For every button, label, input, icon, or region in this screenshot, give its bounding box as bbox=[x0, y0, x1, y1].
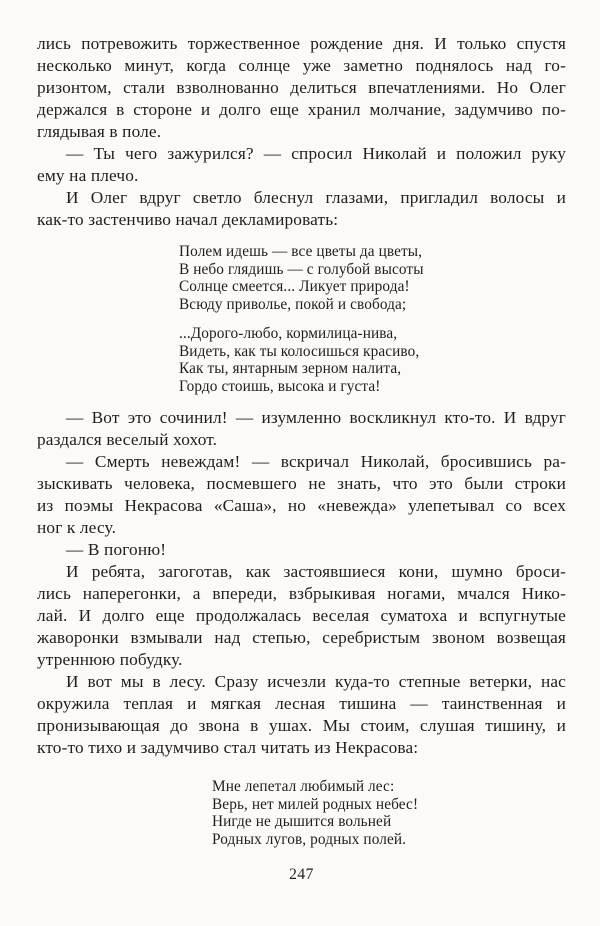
verse-line: Верь, нет милей родных небес! bbox=[212, 795, 419, 813]
verse-line: ...Дорого-любо, кормилица-нива, bbox=[179, 325, 398, 342]
text-line: И вот мы в лесу. Сразу исчезли куда-то степные ветерки, нас bbox=[66, 672, 566, 691]
text-line: кто-то тихо и задумчиво стал читать из Некрасова: bbox=[37, 738, 419, 757]
text-line: как-то застенчиво начал декламировать: bbox=[37, 210, 339, 229]
paragraph bbox=[37, 407, 566, 451]
verse-line: Родных лугов, родных полей. bbox=[212, 830, 407, 848]
text-line: из поэмы Некрасова «Саша», но «невежда» улепетывал со всех bbox=[37, 496, 566, 515]
verse-line: Солнце смеется... Ликует природа! bbox=[179, 278, 410, 295]
verse-line: Как ты, янтарным зерном налита, bbox=[179, 360, 402, 377]
text-line: ризонтом, стали взволнованно делиться впечатлениями. Но Олег bbox=[37, 78, 566, 97]
paragraph bbox=[37, 33, 566, 143]
text-line: ног к лесу. bbox=[37, 518, 117, 537]
verse-line: Видеть, как ты колосишься красиво, bbox=[179, 342, 420, 360]
text-column bbox=[37, 33, 566, 884]
text-line: зыскивать человека, посмевшего не знать, что это были строки bbox=[37, 474, 566, 493]
text-line: лай. И долго еще продолжалась веселая суматоха и вспугнутые bbox=[37, 606, 566, 625]
text-line: лись потревожить торжественное рождение дня. И только спустя bbox=[37, 34, 566, 53]
paragraph bbox=[37, 451, 566, 539]
text-line: жаворонки взмывали над степью, серебристым звоном возвещая bbox=[37, 628, 566, 647]
page-number: 247 bbox=[289, 866, 314, 883]
text-line: И ребята, загоготав, как застоявшиеся кони, шумно броси- bbox=[66, 562, 566, 581]
verse-stanza bbox=[179, 243, 566, 313]
verse-line: Мне лепетал любимый лес: bbox=[212, 778, 395, 795]
text-line: — В погоню! bbox=[66, 540, 167, 559]
paragraph bbox=[37, 539, 566, 561]
paragraph bbox=[37, 143, 566, 187]
text-line: глядывая в поле. bbox=[37, 122, 162, 141]
text-line: ему на плечо. bbox=[37, 166, 139, 185]
text-line: окружила теплая и мягкая лесная тишина — таинственная и bbox=[37, 694, 566, 713]
verse-line: Всюду приволье, покой и свобода; bbox=[179, 295, 407, 313]
paragraph bbox=[37, 187, 566, 231]
text-line: лись наперегонки, а впереди, взбрыкивая ногами, мчался Нико- bbox=[37, 584, 566, 603]
verse-stanza bbox=[212, 778, 566, 848]
text-line: — Ты чего зажурился? — спросил Николай и положил руку bbox=[66, 144, 566, 163]
text-line: И Олег вдруг светло блеснул глазами, пригладил волосы и bbox=[66, 188, 566, 207]
text-line: раздался веселый хохот. bbox=[37, 430, 218, 449]
text-line: держался в стороне и долго еще хранил молчание, задумчиво по- bbox=[37, 100, 566, 119]
verse-line: Полем идешь — все цветы да цветы, bbox=[179, 243, 423, 260]
text-line: утреннюю побудку. bbox=[37, 650, 183, 669]
paragraph bbox=[37, 561, 566, 671]
text-line: пронизывающая до звона в ушах. Мы стоим, слушая тишину, и bbox=[37, 716, 566, 735]
verse-line: В небо глядишь — с голубой высоты bbox=[179, 260, 424, 278]
text-line: несколько минут, когда солнце уже заметно поднялось над го- bbox=[37, 56, 566, 75]
verse-line: Нигде не дышится вольней bbox=[212, 813, 392, 830]
text-line: — Вот это сочинил! — изумленно воскликнул кто-то. И вдруг bbox=[66, 408, 566, 427]
text-line: — Смерть невеждам! — вскричал Николай, бросившись ра- bbox=[66, 452, 566, 471]
paragraph bbox=[37, 671, 566, 759]
verse-line: Гордо стоишь, высока и густа! bbox=[179, 377, 381, 395]
verse-stanza bbox=[179, 325, 566, 395]
